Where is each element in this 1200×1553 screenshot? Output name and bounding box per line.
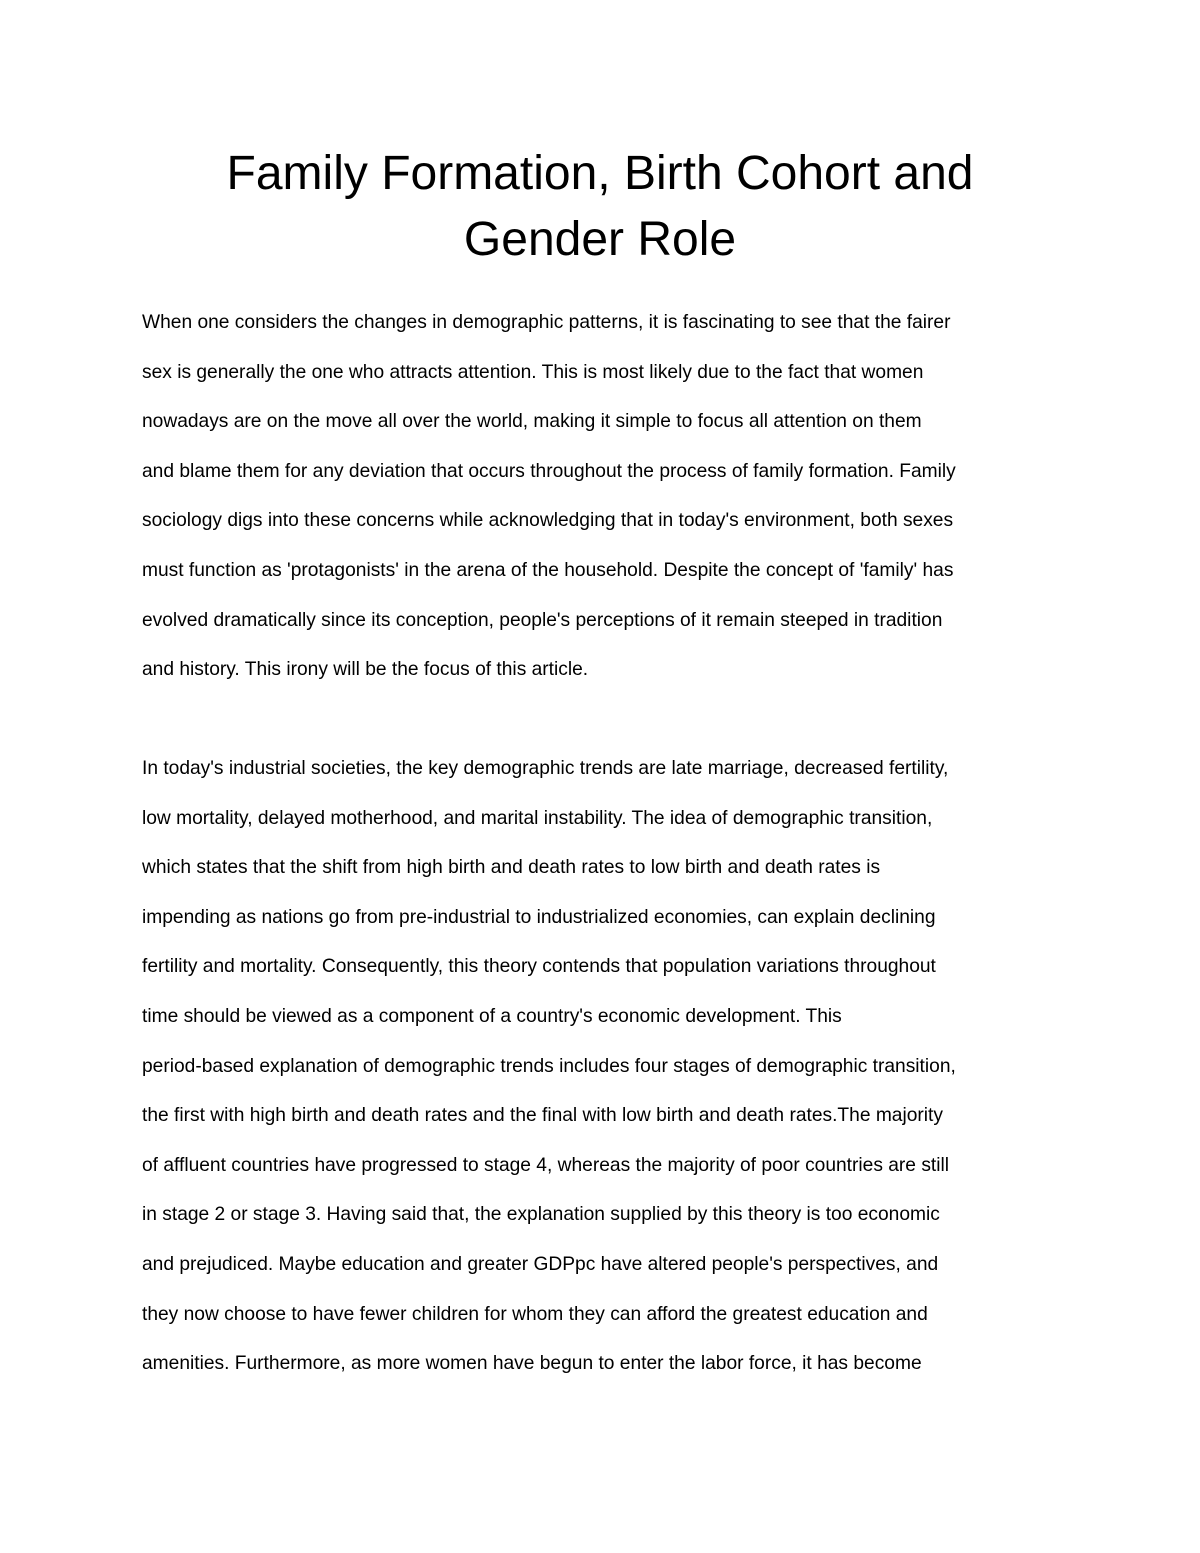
paragraph-line: When one considers the changes in demographic patterns, it is fascinating to see that the fairer xyxy=(142,312,951,333)
paragraph-line: amenities. Furthermore, as more women have begun to enter the labor force, it has become xyxy=(142,1353,922,1375)
paragraph-line: of affluent countries have progressed to stage 4, whereas the majority of poor countries are still xyxy=(142,1154,950,1176)
paragraph-line: low mortality, delayed motherhood, and marital instability. The idea of demographic transition, xyxy=(142,807,933,829)
paragraph-line: sociology digs into these concerns while acknowledging that in today's environment, both sexes xyxy=(142,510,954,532)
paragraph-line: nowadays are on the move all over the world, making it simple to focus all attention on them xyxy=(142,411,922,433)
paragraph-line: In today's industrial societies, the key demographic trends are late marriage, decreased fertility, xyxy=(142,758,949,779)
paragraph-line: and prejudiced. Maybe education and greater GDPpc have altered people's perspectives, and xyxy=(142,1253,939,1275)
paragraph-line: evolved dramatically since its conception, people's perceptions of it remain steeped in tradition xyxy=(142,609,943,631)
paragraph-line: in stage 2 or stage 3. Having said that, the explanation supplied by this theory is too economic xyxy=(142,1204,940,1226)
paragraph-line: and history. This irony will be the focus of this article. xyxy=(142,659,589,681)
document-title xyxy=(100,141,1100,273)
paragraph-intro xyxy=(142,311,1082,708)
paragraph-line: must function as 'protagonists' in the arena of the household. Despite the concept of 'family' has xyxy=(142,559,954,581)
paragraph-line: which states that the shift from high birth and death rates to low birth and death rates is xyxy=(142,857,881,879)
title-line: Gender Role xyxy=(463,213,737,266)
paragraph-line: sex is generally the one who attracts attention. This is most likely due to the fact that women xyxy=(142,361,924,383)
paragraph-demographic-trends xyxy=(142,757,1082,1402)
title-line: Family Formation, Birth Cohort and xyxy=(226,147,974,200)
paragraph-line: they now choose to have fewer children for whom they can afford the greatest education and xyxy=(142,1303,928,1325)
paragraph-line: fertility and mortality. Consequently, this theory contends that population variations throughout xyxy=(142,956,936,978)
paragraph-line: period-based explanation of demographic trends includes four stages of demographic transition, xyxy=(142,1055,956,1077)
paragraph-line: impending as nations go from pre-industrial to industrialized economies, can explain declining xyxy=(142,906,936,928)
paragraph-line: and blame them for any deviation that occurs throughout the process of family formation. Family xyxy=(142,460,956,482)
paragraph-line: the first with high birth and death rates and the final with low birth and death rates.The majority xyxy=(142,1105,943,1127)
paragraph-line: time should be viewed as a component of a country's economic development. This xyxy=(142,1005,842,1027)
